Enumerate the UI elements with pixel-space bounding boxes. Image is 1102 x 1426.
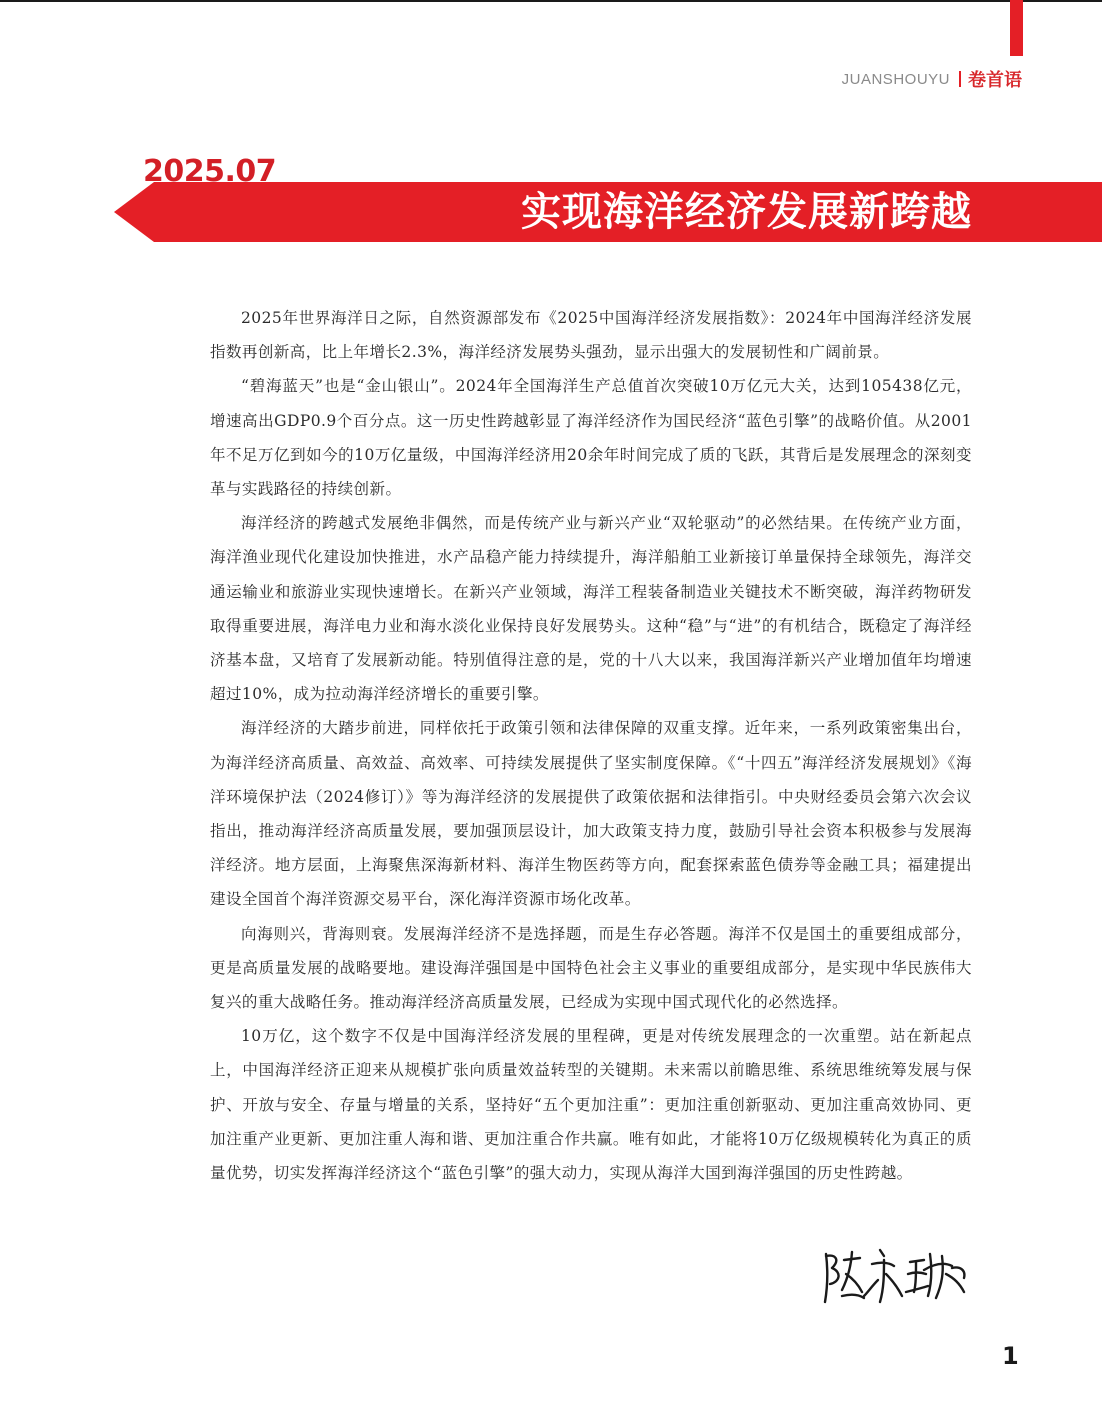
section-label-pinyin: JUANSHOUYU bbox=[841, 70, 950, 88]
section-divider bbox=[959, 71, 961, 87]
article-paragraph: 2025年世界海洋日之际，自然资源部发布《2025中国海洋经济发展指数》：2024年中国海洋经济发展指数再创新高，比上年增长2.3%，海洋经济发展势头强劲，显示出强大的发展韧性和广阔前景。 bbox=[210, 309, 972, 362]
section-label-chinese: 卷首语 bbox=[968, 70, 1022, 91]
article-body bbox=[210, 301, 972, 1190]
issue-date: 2025.07 bbox=[143, 154, 277, 189]
corner-accent-bar bbox=[1010, 0, 1023, 56]
top-rule bbox=[0, 0, 1102, 2]
article-title: 实现海洋经济发展新跨越 bbox=[521, 189, 972, 235]
article-paragraph: 向海则兴，背海则衰。发展海洋经济不是选择题，而是生存必答题。海洋不仅是国土的重要组成部分，更是高质量发展的战略要地。建设海洋强国是中国特色社会主义事业的重要组成部分，是实现中华民族伟大复兴的重大战略任务。推动海洋经济高质量发展，已经成为实现中国式现代化的必然选择。 bbox=[210, 924, 972, 1012]
section-header bbox=[842, 66, 1022, 92]
author-signature bbox=[818, 1244, 970, 1310]
page-number: 1 bbox=[1002, 1342, 1019, 1370]
article-paragraph: 海洋经济的大踏步前进，同样依托于政策引领和法律保障的双重支撑。近年来，一系列政策密集出台，为海洋经济高质量、高效益、高效率、可持续发展提供了坚实制度保障。《“十四五”海洋经济发展规划》《海洋环境保护法（2024修订）》等为海洋经济的发展提供了政策依据和法律指引。中央财经委员会第六次会议指出，推动海洋经济高质量发展，要加强顶层设计，加大政策支持力度，鼓励引导社会资本积极参与发展海洋经济。地方层面，上海聚焦深海新材料、海洋生物医药等方向，配套探索蓝色债券等金融工具；福建提出建设全国首个海洋资源交易平台，深化海洋资源市场化改革。 bbox=[210, 719, 972, 909]
article-paragraph: 10万亿，这个数字不仅是中国海洋经济发展的里程碑，更是对传统发展理念的一次重塑。站在新起点上，中国海洋经济正迎来从规模扩张向质量效益转型的关键期。未来需以前瞻思维、系统思维统筹发展与保护、开放与安全、存量与增量的关系，坚持好“五个更加注重”：更加注重创新驱动、更加注重高效协同、更加注重产业更新、更加注重人海和谐、更加注重合作共赢。唯有如此，才能将10万亿级规模转化为真正的质量优势，切实发挥海洋经济这个“蓝色引擎”的强大动力，实现从海洋大国到海洋强国的历史性跨越。 bbox=[210, 1027, 972, 1183]
article-paragraph: 海洋经济的跨越式发展绝非偶然，而是传统产业与新兴产业“双轮驱动”的必然结果。在传统产业方面，海洋渔业现代化建设加快推进，水产品稳产能力持续提升，海洋船舶工业新接订单量保持全球领先，海洋交通运输业和旅游业实现快速增长。在新兴产业领域，海洋工程装备制造业关键技术不断突破，海洋药物研发取得重要进展，海洋电力业和海水淡化业保持良好发展势头。这种“稳”与“进”的有机结合，既稳定了海洋经济基本盘，又培育了发展新动能。特别值得注意的是，党的十八大以来，我国海洋新兴产业增加值年均增速超过10%，成为拉动海洋经济增长的重要引擎。 bbox=[210, 514, 972, 704]
article-paragraph: “碧海蓝天”也是“金山银山”。2024年全国海洋生产总值首次突破10万亿元大关，达到105438亿元，增速高出GDP0.9个百分点。这一历史性跨越彰显了海洋经济作为国民经济“蓝色引擎”的战略价值。从2001年不足万亿到如今的10万亿量级，中国海洋经济用20余年时间完成了质的飞跃，其背后是发展理念的深刻变革与实践路径的持续创新。 bbox=[210, 377, 972, 499]
